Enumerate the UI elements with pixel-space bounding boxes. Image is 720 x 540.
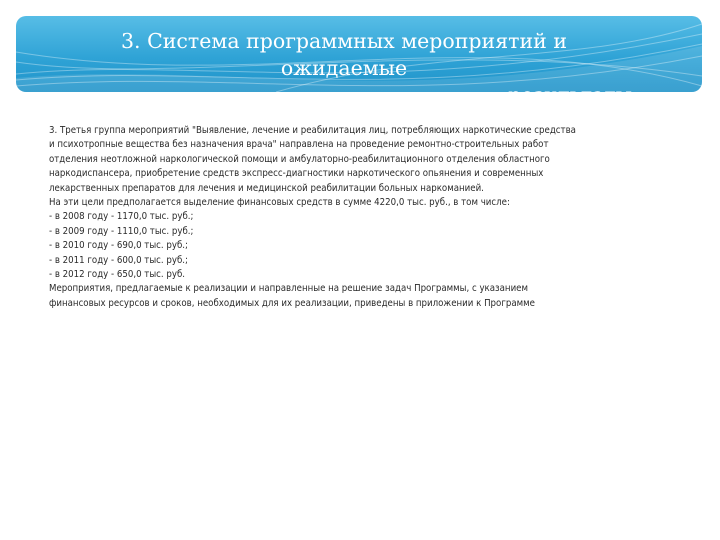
body-line: - в 2012 году - 650,0 тыс. руб. (49, 269, 186, 281)
slide-title (56, 28, 632, 109)
body-line: - в 2008 году - 1170,0 тыс. руб.; (49, 211, 194, 223)
body-line: лекарственных препаратов для лечения и медицинской реабилитации больных наркоманией. (49, 182, 484, 194)
body-line: финансовых ресурсов и сроков, необходимых для их реализации, приведены в приложении к Программе (49, 297, 535, 309)
title-line-2: результаты (508, 83, 632, 107)
body-line: - в 2009 году - 1110,0 тыс. руб.; (49, 225, 194, 237)
body-line: - в 2011 году - 600,0 тыс. руб.; (49, 254, 188, 266)
body-line: и психотропные вещества без назначения врача" направлена на проведение ремонтно-строительных работ (49, 139, 549, 151)
title-line-1: 3. Система программных мероприятий и ожидаемые (121, 29, 567, 80)
body-line: отделения неотложной наркологической помощи и амбулаторно-реабилитационного отделения областного (49, 153, 550, 165)
title-banner (16, 16, 702, 107)
body-line: - в 2010 году - 690,0 тыс. руб.; (49, 240, 188, 252)
body-line: Мероприятия, предлагаемые к реализации и направленные на решение задач Программы, с указанием (49, 283, 529, 295)
slide-body (49, 124, 669, 311)
body-line: наркодиспансера, приобретение средств экспресс-диагностики наркотического опьянения и современных (49, 168, 544, 180)
body-line: 3. Третья группа мероприятий "Выявление, лечение и реабилитация лиц, потребляющих наркотические средства (49, 125, 576, 136)
body-line: На эти цели предполагается выделение финансовых средств в сумме 4220,0 тыс. руб., в том числе: (49, 197, 510, 209)
